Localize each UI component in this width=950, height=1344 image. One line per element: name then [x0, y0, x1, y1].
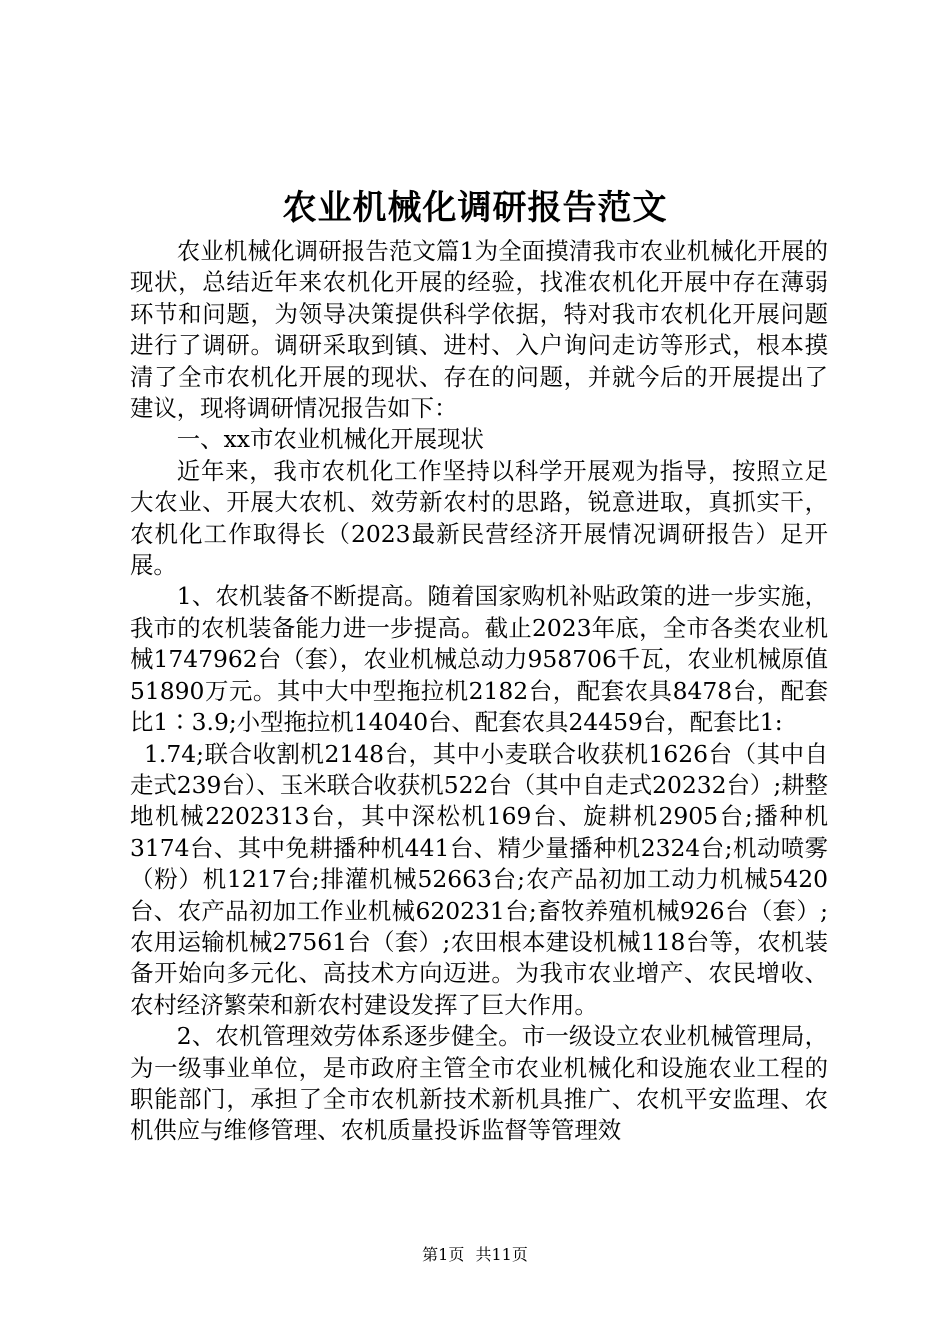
page-total: 共11页: [475, 1245, 528, 1264]
page-number: 第1页: [422, 1245, 465, 1264]
paragraph-equipment-continued: 1.74;联合收割机2148台，其中小麦联合收获机1626台（其中自走式239台）、玉米联合收获机522台（其中自走式20232台）;耕整地机械2202313台，其中深松机169台、旋耕机2905台;播种机3174台、其中免耕播种机441台、精少量播种机2324台;机动喷雾（粉）机1217台;排灌机械52663台;农产品初加工动力机械5420台、农产品初加工作业机械620231台;畜牧养殖机械926台（套）;农用运输机械27561台（套）;农田根本建设机械118台等，农机装备开始向多元化、高技术方向迈进。为我市农业增产、农民增收、农村经济繁荣和新农村建设发挥了巨大作用。: [130, 739, 828, 1019]
section-heading: 一、xx市农业机械化开展现状: [176, 425, 484, 454]
paragraph-management: 2、农机管理效劳体系逐步健全。市一级设立农业机械管理局，为一级事业单位，是市政府主管全市农业机械化和设施农业工程的职能部门，承担了全市农机新技术新机具推广、农机平安监理、农机供应与维修管理、农机质量投诉监督等管理效: [130, 1022, 828, 1145]
document-body: [130, 236, 828, 1147]
document-title: 农业机械化调研报告范文: [282, 188, 668, 228]
page-footer: [0, 1244, 950, 1266]
paragraph-overview: 近年来，我市农机化工作坚持以科学开展观为指导，按照立足大农业、开展大农机、效劳新农村的思路，锐意进取，真抓实干，农机化工作取得长（2023最新民营经济开展情况调研报告）足开展。: [130, 456, 828, 580]
paragraph-equipment: 1、农机装备不断提高。随着国家购机补贴政策的进一步实施，我市的农机装备能力进一步提高。截止2023年底，全市各类农业机械1747962台（套），农业机械总动力958706千瓦，农业机械原值51890万元。其中大中型拖拉机2182台，配套农具8478台，配套比1∶3.9;小型拖拉机14040台、配套农具24459台，配套比1:: [130, 582, 828, 737]
paragraph-intro: 农业机械化调研报告范文篇1为全面摸清我市农业机械化开展的现状，总结近年来农机化开展的经验，找准农机化开展中存在薄弱环节和问题，为领导决策提供科学依据，特对我市农机化开展问题进行了调研。调研采取到镇、进村、入户询问走访等形式，根本摸清了全市农机化开展的现状、存在的问题，并就今后的开展提出了建议，现将调研情况报告如下：: [130, 237, 828, 423]
